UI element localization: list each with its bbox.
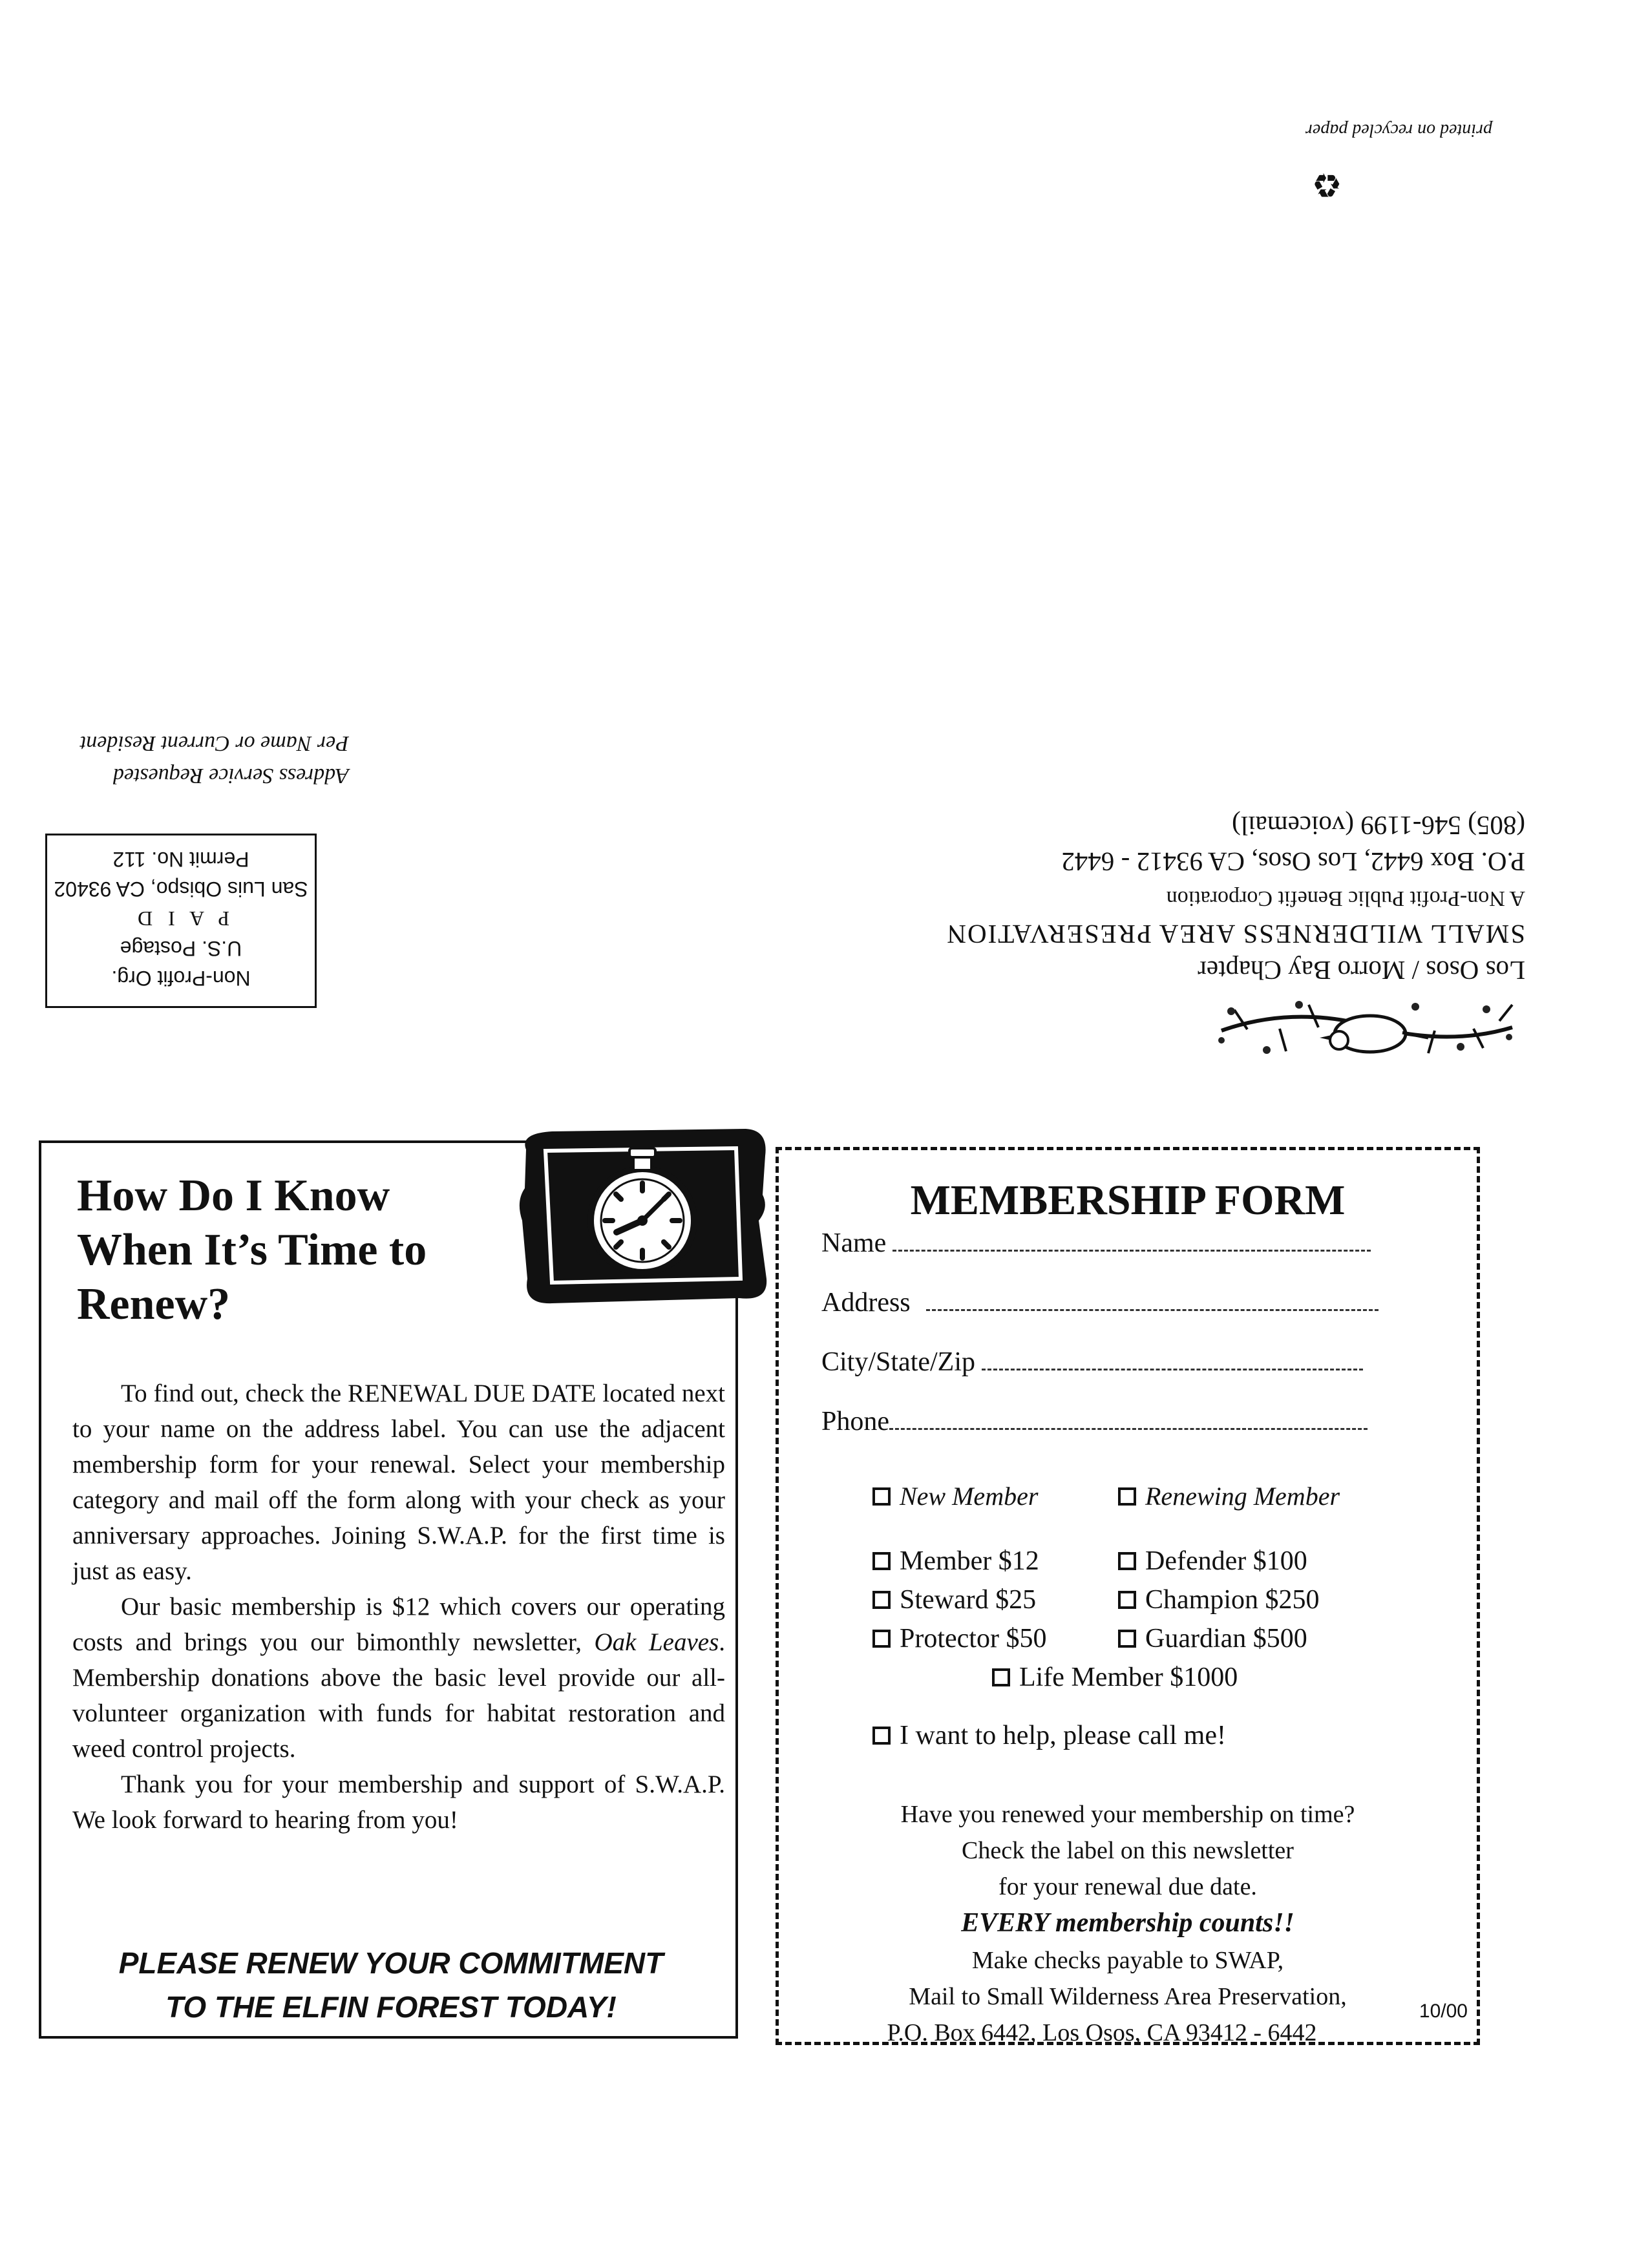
defender-100-label: Defender $100 — [1145, 1546, 1307, 1576]
member-12-checkbox[interactable] — [872, 1546, 1039, 1577]
want-to-help-checkbox[interactable] — [872, 1720, 1226, 1751]
checkbox-icon[interactable] — [1118, 1630, 1136, 1648]
renewing-member-label: Renewing Member — [1145, 1482, 1340, 1511]
champion-250-label: Champion $250 — [1145, 1585, 1320, 1615]
renewal-note-2: Check the label on this newsletter — [962, 1837, 1294, 1864]
member-12-label: Member $12 — [900, 1546, 1039, 1576]
service-requested-line2: Per Name or Current Resident — [79, 731, 349, 755]
mail-to-note: Mail to Small Wilderness Area Preservation, — [909, 1983, 1347, 2010]
permit-line-org: Non-Profit Org. — [111, 967, 251, 990]
phone-label: Phone — [821, 1407, 889, 1436]
renewal-paragraph-2-end: . Membership donations above the basic level provide our all-volunteer organization with funds for habitat restoration and weed control projects. — [72, 1628, 725, 1763]
address-service-requested — [58, 720, 349, 792]
phone-line[interactable] — [889, 1409, 1368, 1430]
renewing-member-checkbox[interactable] — [1118, 1481, 1340, 1511]
life-member-1000-label: Life Member $1000 — [1019, 1663, 1238, 1692]
checkbox-icon[interactable] — [1118, 1591, 1136, 1609]
permit-line-postage: U.S. Postage — [120, 937, 242, 960]
renewal-info-box — [39, 1140, 738, 2039]
steward-25-label: Steward $25 — [900, 1585, 1037, 1615]
renewal-note-1: Have you renewed your membership on time? — [900, 1801, 1355, 1828]
checkbox-icon[interactable] — [1118, 1552, 1136, 1570]
renewal-body — [72, 1376, 725, 1838]
renewal-heading-line2: When It’s Time to — [77, 1225, 427, 1275]
new-member-label: New Member — [900, 1482, 1039, 1511]
renewal-paragraph-3: Thank you for your membership and support of S.W.A.P. We look forward to hearing from you! — [72, 1770, 725, 1834]
name-label: Name — [821, 1228, 887, 1258]
permit-line-paid: P A I D — [132, 907, 229, 930]
checks-payable-note: Make checks payable to SWAP, — [971, 1947, 1284, 1974]
checkbox-icon[interactable] — [992, 1668, 1010, 1686]
checkbox-icon[interactable] — [872, 1630, 891, 1648]
champion-250-checkbox[interactable] — [1118, 1584, 1320, 1615]
guardian-500-checkbox[interactable] — [1118, 1623, 1307, 1654]
membership-form-title: MEMBERSHIP FORM — [910, 1177, 1346, 1224]
address-field[interactable] — [821, 1287, 1379, 1318]
bird-on-branch-illustration — [1215, 989, 1525, 1066]
return-address-corp-type: A Non-Profit Public Benefit Corporation — [1166, 887, 1525, 910]
renewal-heading — [77, 1169, 529, 1332]
checkbox-icon[interactable] — [872, 1552, 891, 1570]
checkbox-icon[interactable] — [872, 1591, 891, 1609]
address-line[interactable] — [926, 1290, 1379, 1311]
renewal-call-to-action — [61, 1941, 721, 2029]
city-state-zip-field[interactable] — [821, 1347, 1363, 1378]
cta-line1: PLEASE RENEW YOUR COMMITMENT — [118, 1946, 664, 1980]
renewal-note-3: for your renewal due date. — [998, 1873, 1257, 1900]
steward-25-checkbox[interactable] — [872, 1584, 1036, 1615]
return-address-chapter: Los Osos / Morro Bay Chapter — [1198, 956, 1525, 985]
want-to-help-label: I want to help, please call me! — [900, 1721, 1226, 1750]
cta-line2: TO THE ELFIN FOREST TODAY! — [165, 1990, 617, 2024]
every-membership-counts: EVERY membership counts!! — [961, 1908, 1294, 1938]
checkbox-icon[interactable] — [1118, 1487, 1136, 1506]
phone-field[interactable] — [821, 1406, 1368, 1437]
city-state-zip-line[interactable] — [982, 1349, 1363, 1370]
mailing-address-note: P.O. Box 6442, Los Osos, CA 93412 - 6442 — [887, 2019, 1317, 2046]
address-label: Address — [821, 1288, 911, 1318]
renewal-heading-line1: How Do I Know — [77, 1171, 390, 1221]
checkbox-icon[interactable] — [872, 1487, 891, 1506]
renewal-paragraph-2 — [72, 1589, 725, 1767]
permit-line-number: Permit No. 112 — [112, 848, 249, 871]
life-member-1000-checkbox[interactable] — [992, 1662, 1238, 1693]
renewal-paragraph-2-start: Our basic membership is $12 which covers our operating costs and brings you our bimonthly newsletter, — [72, 1593, 725, 1656]
guardian-500-label: Guardian $500 — [1145, 1624, 1307, 1654]
permit-line-city: San Luis Obispo, CA 93402 — [54, 877, 308, 901]
return-address-organization: SMALL WILDERNESS AREA PRESERVATION — [945, 919, 1525, 949]
service-requested-line1: Address Service Requested — [112, 764, 349, 788]
city-state-zip-label: City/State/Zip — [821, 1347, 975, 1377]
return-address-po-box: P.O. Box 6442, Los Osos, CA 93412 - 6442 — [1061, 847, 1525, 877]
renewal-heading-line3: Renew? — [77, 1279, 231, 1329]
recycle-icon: ♻ — [1312, 165, 1342, 202]
form-date-code: 10/00 — [1419, 2000, 1468, 2022]
name-line[interactable] — [893, 1230, 1371, 1252]
protector-50-checkbox[interactable] — [872, 1623, 1046, 1654]
checkbox-icon[interactable] — [872, 1727, 891, 1745]
postage-permit-box — [45, 834, 317, 1008]
protector-50-label: Protector $50 — [900, 1624, 1047, 1654]
new-member-checkbox[interactable] — [872, 1481, 1038, 1511]
return-address-phone: (805) 546-1199 (voicemail) — [1232, 811, 1525, 841]
renewal-paragraph-1: To find out, check the RENEWAL DUE DATE located next to your name on the address label. You can use the adjacent membership form for your renewal. Select your membership category and mail off the form along with your check as your anniversary approaches. Joining S.W.A.P. for the first time is just as easy. — [72, 1380, 725, 1585]
recycled-paper-text: printed on recycled paper — [1305, 120, 1492, 140]
membership-form — [776, 1147, 1480, 2045]
newsletter-title: Oak Leaves — [594, 1628, 719, 1656]
return-address-block — [866, 788, 1525, 1066]
stopwatch-icon — [513, 1124, 772, 1311]
recycled-paper-note — [1305, 120, 1499, 204]
defender-100-checkbox[interactable] — [1118, 1546, 1307, 1577]
name-field[interactable] — [821, 1228, 1371, 1259]
